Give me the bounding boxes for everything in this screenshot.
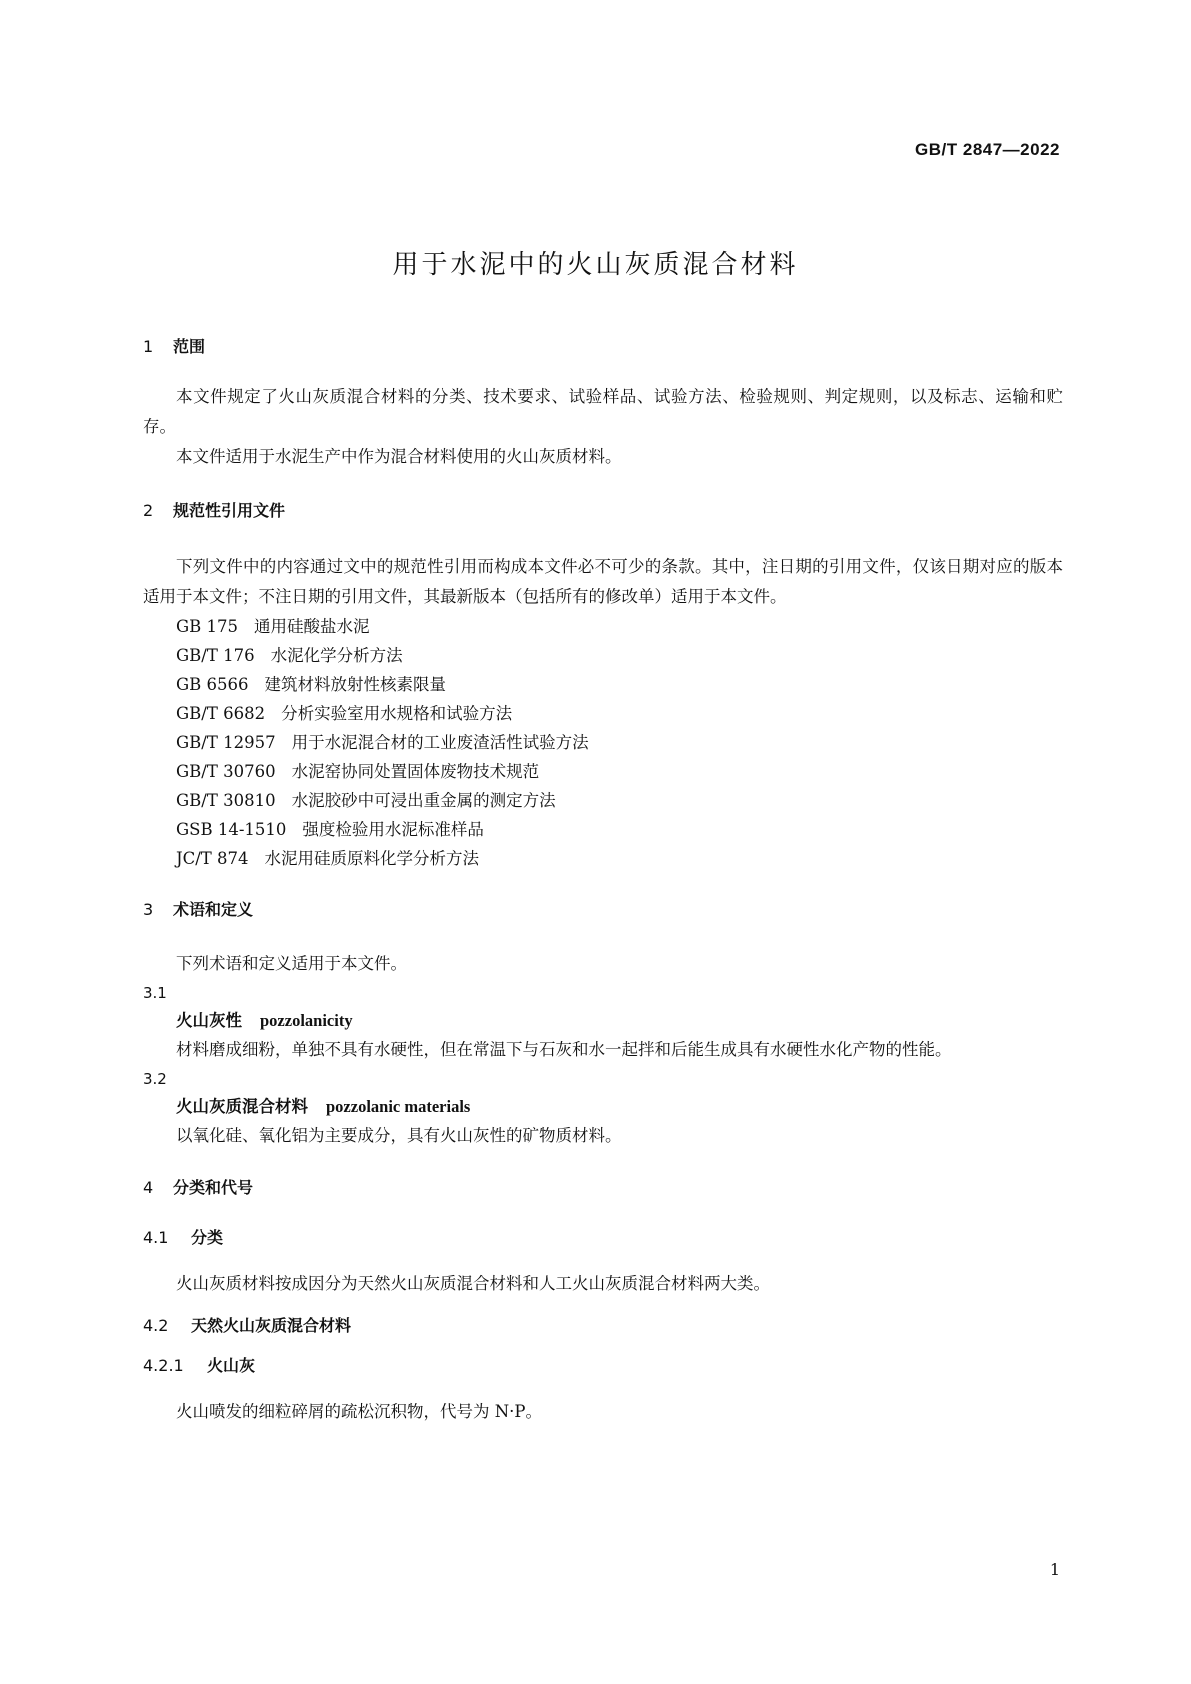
section-title: 范围	[173, 337, 206, 356]
paragraph: 火山喷发的细粒碎屑的疏松沉积物，代号为 N·P。	[176, 1402, 543, 1421]
term-entry	[143, 1007, 1063, 1035]
reference-code: GB/T 30760	[176, 762, 276, 781]
reference-code: GB/T 30810	[176, 791, 276, 810]
reference-item	[143, 699, 1063, 728]
subsection-heading-4-1	[143, 1227, 1063, 1249]
subsection-number: 4.2	[143, 1316, 169, 1335]
subsection-title: 火山灰	[207, 1356, 256, 1375]
reference-name: 建筑材料放射性核素限量	[264, 675, 447, 694]
section-heading-4	[143, 1177, 1063, 1199]
term-english: pozzolanic materials	[326, 1097, 471, 1116]
subsection-heading-4-2-1	[143, 1355, 1063, 1377]
reference-name: 通用硅酸盐水泥	[254, 617, 370, 636]
reference-code: GB 175	[176, 617, 239, 636]
section-title: 术语和定义	[173, 900, 254, 919]
reference-name: 水泥用硅质原料化学分析方法	[264, 849, 480, 868]
reference-name: 水泥窑协同处置固体废物技术规范	[291, 762, 540, 781]
term-chinese: 火山灰性	[176, 1011, 242, 1030]
subsection-number: 4.1	[143, 1228, 169, 1247]
reference-item	[143, 612, 1063, 641]
reference-item	[143, 757, 1063, 786]
paragraph: 下列术语和定义适用于本文件。	[176, 954, 407, 973]
term-definition: 材料磨成细粉，单独不具有水硬性，但在常温下与石灰和水一起拌和后能生成具有水硬性水化产物的性能。	[176, 1040, 952, 1059]
reference-item	[143, 786, 1063, 815]
document-title: 用于水泥中的火山灰质混合材料	[392, 250, 799, 280]
reference-code: GB 6566	[176, 675, 249, 694]
section-title: 规范性引用文件	[173, 501, 286, 520]
section-number: 3	[143, 900, 154, 919]
reference-name: 水泥胶砂中可浸出重金属的测定方法	[291, 791, 556, 810]
paragraph: 本文件规定了火山灰质混合材料的分类、技术要求、试验样品、试验方法、检验规则、判定规则，以及标志、运输和贮存。	[143, 387, 1063, 436]
document-body	[143, 336, 1063, 1427]
section-heading-2	[143, 500, 1063, 522]
term-number: 3.2	[143, 1070, 167, 1088]
paragraph: 本文件适用于水泥生产中作为混合材料使用的火山灰质材料。	[176, 447, 622, 466]
page-number: 1	[1049, 1560, 1060, 1579]
subsection-title: 天然火山灰质混合材料	[191, 1316, 352, 1335]
reference-item	[143, 815, 1063, 844]
section-heading-1	[143, 336, 1063, 358]
reference-code: GB/T 176	[176, 646, 255, 665]
paragraph: 火山灰质材料按成因分为天然火山灰质混合材料和人工火山灰质混合材料两大类。	[176, 1274, 770, 1293]
subsection-heading-4-2	[143, 1315, 1063, 1337]
subsection-number: 4.2.1	[143, 1356, 184, 1375]
reference-name: 分析实验室用水规格和试验方法	[281, 704, 513, 723]
subsection-title: 分类	[191, 1228, 224, 1247]
reference-code: GB/T 6682	[176, 704, 266, 723]
reference-item	[143, 844, 1063, 873]
term-english: pozzolanicity	[260, 1011, 353, 1030]
section-title: 分类和代号	[173, 1178, 254, 1197]
reference-item	[143, 728, 1063, 757]
term-chinese: 火山灰质混合材料	[176, 1097, 308, 1116]
reference-list	[143, 612, 1063, 873]
reference-code: GB/T 12957	[176, 733, 276, 752]
section-number: 1	[143, 337, 154, 356]
term-definition: 以氧化硅、氧化铝为主要成分，具有火山灰性的矿物质材料。	[176, 1126, 622, 1145]
reference-code: GSB 14-1510	[176, 820, 287, 839]
section-heading-3	[143, 899, 1063, 921]
reference-name: 强度检验用水泥标准样品	[302, 820, 484, 839]
standard-code: GB/T 2847—2022	[915, 140, 1060, 159]
section-number: 4	[143, 1178, 154, 1197]
paragraph: 下列文件中的内容通过文中的规范性引用而构成本文件必不可少的条款。其中，注日期的引用文件，仅该日期对应的版本适用于本文件；不注日期的引用文件，其最新版本（包括所有的修改单）适用于本文件。	[143, 557, 1063, 606]
reference-code: JC/T 874	[176, 849, 249, 868]
reference-item	[143, 641, 1063, 670]
term-entry	[143, 1093, 1063, 1121]
reference-name: 用于水泥混合材的工业废渣活性试验方法	[291, 733, 589, 752]
section-number: 2	[143, 501, 154, 520]
reference-item	[143, 670, 1063, 699]
term-number: 3.1	[143, 984, 167, 1002]
reference-name: 水泥化学分析方法	[270, 646, 403, 665]
